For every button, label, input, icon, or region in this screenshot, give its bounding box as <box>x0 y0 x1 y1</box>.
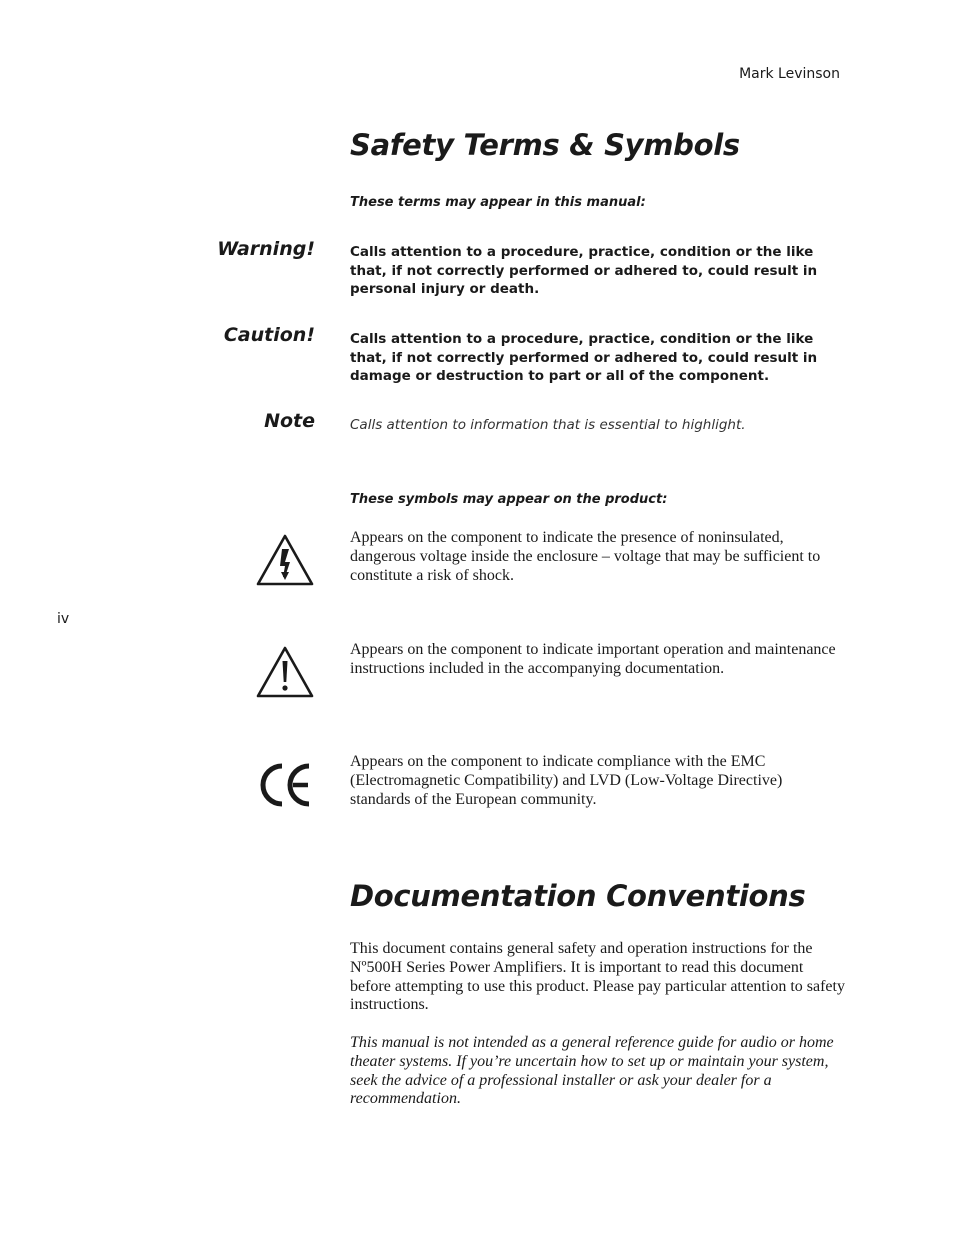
conventions-disclaimer: This manual is not intended as a general reference guide for audio or home theater systems. If you’re uncertain how to set up or maintain your system, seek the advice of a professional installer or ask your dealer for a recommendation. <box>350 1034 834 1108</box>
terms-intro: These terms may appear in this manual: <box>350 195 646 210</box>
term-text-caution: Calls attention to a procedure, practice, condition or the like that, if not correctly performed or adhered to, could result in damage or destruction to part or all of the component. <box>350 331 818 385</box>
term-text-note: Calls attention to information that is essential to highlight. <box>350 417 746 433</box>
lightning-triangle-icon <box>255 532 315 588</box>
running-header: Mark Levinson <box>739 66 840 82</box>
symbol-text-ce: Appears on the component to indicate compliance with the EMC (Electromagnetic Compatibility) and LVD (Low-Voltage Directive) standards of the European community. <box>350 753 783 808</box>
term-text-warning: Calls attention to a procedure, practice, condition or the like that, if not correctly performed or adhered to, could result in personal injury or death. <box>350 244 818 298</box>
section-title-safety: Safety Terms & Symbols <box>350 128 740 162</box>
term-label-note: Note <box>264 410 315 432</box>
exclamation-triangle-icon <box>255 644 315 700</box>
term-label-warning: Warning! <box>217 238 315 260</box>
section-title-conventions: Documentation Conventions <box>350 879 806 913</box>
symbols-intro: These symbols may appear on the product: <box>350 492 668 507</box>
term-label-caution: Caution! <box>223 324 315 346</box>
ce-mark-icon <box>255 758 315 814</box>
page-number: iv <box>57 611 70 627</box>
symbol-text-exclamation: Appears on the component to indicate important operation and maintenance instructions included in the accompanying documentation. <box>350 641 836 677</box>
symbol-text-lightning: Appears on the component to indicate the presence of noninsulated, dangerous voltage inside the enclosure – voltage that may be sufficient to constitute a risk of shock. <box>350 529 821 584</box>
conventions-paragraph: This document contains general safety and operation instructions for the Nº500H Series Power Amplifiers. It is important to read this document before attempting to use this product. Please pay particular attention to safety instructions. <box>350 940 845 1014</box>
